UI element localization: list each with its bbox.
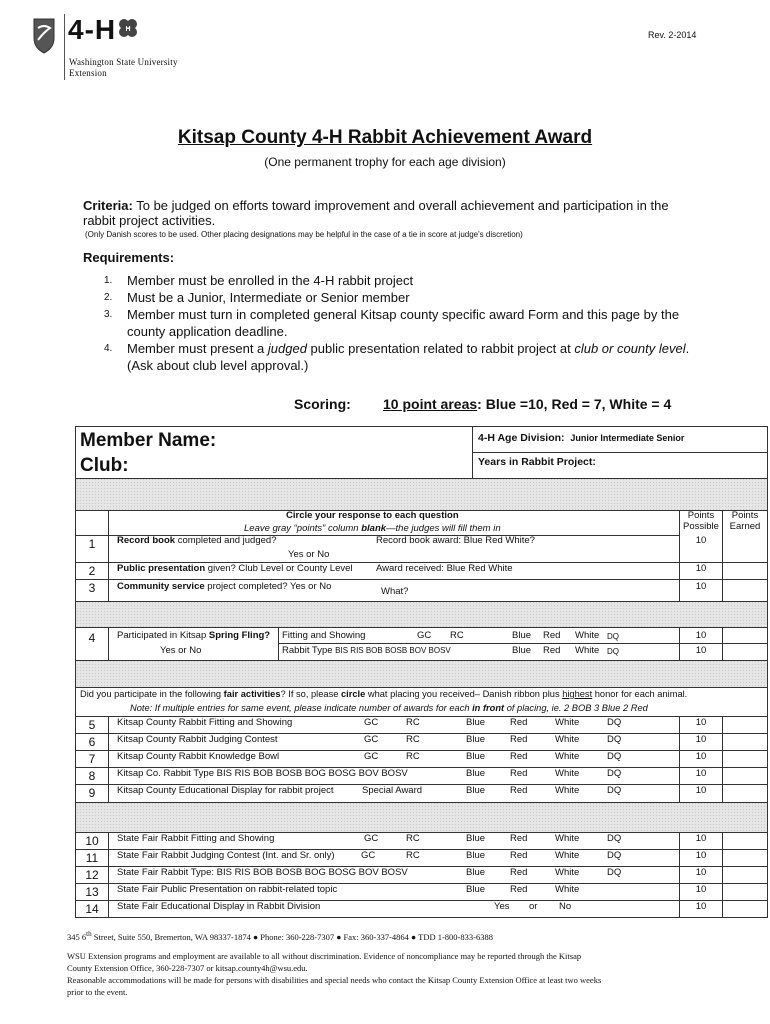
row-number: 13	[85, 885, 99, 899]
years-in-project-label[interactable]: Years in Rabbit Project:	[478, 456, 596, 468]
placing-dq[interactable]: DQ	[607, 751, 622, 762]
placing-blue[interactable]: Blue	[466, 884, 486, 895]
row-number: 2	[88, 564, 96, 578]
requirements-heading: Requirements:	[83, 250, 175, 265]
list-item	[83, 306, 713, 340]
q-text: Participated in Kitsap	[117, 630, 209, 641]
footer-line: prior to the event.	[67, 987, 128, 997]
row-label: Kitsap County Rabbit Judging Contest	[117, 734, 278, 745]
fair-note-b: in front	[472, 703, 505, 713]
row-label[interactable]: Kitsap Co. Rabbit Type BIS RIS BOB BOSB BOG BOSG BOV BOSV	[117, 768, 408, 779]
placing-rc[interactable]: RC	[406, 751, 420, 762]
gray-band	[76, 802, 767, 832]
row-number: 14	[85, 902, 99, 916]
placing-gc[interactable]: GC	[364, 833, 379, 844]
fair-b: fair activities	[223, 689, 281, 699]
placing-dq[interactable]: DQ	[607, 734, 622, 745]
list-item	[83, 272, 713, 289]
award-form-table	[75, 426, 768, 918]
placing-dq[interactable]: DQ	[607, 867, 622, 878]
placing-red[interactable]: Red	[510, 717, 528, 728]
fair-d: circle	[340, 689, 366, 699]
spring-fling-question	[117, 630, 270, 641]
row-number: 8	[88, 769, 96, 783]
points-possible: 10	[695, 581, 707, 592]
placing-blue[interactable]: Blue	[466, 867, 486, 878]
q-bold: Public presentation	[117, 563, 206, 574]
footer-address	[67, 928, 493, 943]
list-text-c: public presentation related to rabbit project at	[306, 341, 575, 356]
row-number: 6	[88, 735, 96, 749]
points-possible: 10	[695, 768, 707, 779]
leave-gray-b: blank	[361, 523, 387, 534]
list-text-a: Member must present a	[127, 341, 268, 356]
member-name-label: Member Name:	[80, 430, 217, 451]
placing-blue[interactable]: Blue	[512, 645, 532, 656]
svg-text:H: H	[125, 26, 131, 33]
placing-red[interactable]: Red	[510, 785, 528, 796]
placing-white[interactable]: White	[555, 768, 580, 779]
placing-rc[interactable]: RC	[406, 850, 420, 861]
points-possible: 10	[695, 867, 707, 878]
q-rest: completed and judged?	[175, 535, 277, 546]
footer-line: WSU Extension programs and employment are available to all without discrimination. Evidence of noncompliance may be reported through the Kitsap	[67, 951, 582, 961]
spring-fling-type	[282, 645, 451, 656]
divider	[108, 627, 109, 660]
list-text: Member must turn in completed general Kitsap county specific award Form and this page by the county application deadline.	[127, 307, 680, 339]
logo-4h-text: 4-H	[68, 14, 117, 45]
age-division-field[interactable]	[478, 432, 684, 444]
list-item	[83, 340, 713, 374]
fair-note-c: of placing, ie. 2 BOB 3 Blue 2 Red	[504, 703, 648, 713]
points-possible: 10	[695, 717, 707, 728]
placing-gc[interactable]: GC	[364, 717, 379, 728]
points-possible: 10	[695, 734, 707, 745]
placing-gc[interactable]: GC	[417, 630, 432, 641]
list-text-level: club or county level	[574, 341, 686, 356]
list-text: Member must be enrolled in the 4-H rabbit project	[127, 273, 414, 288]
circle-response-heading: Circle your response to each question	[286, 510, 459, 521]
list-text: Must be a Junior, Intermediate or Senior member	[127, 290, 410, 305]
placing-rc[interactable]: RC	[406, 717, 420, 728]
q-bold: Spring Fling?	[208, 630, 271, 641]
row-number: 9	[88, 786, 96, 800]
club-label: Club:	[80, 455, 129, 476]
wsu-shield-logo	[33, 18, 55, 54]
list-item	[83, 289, 713, 306]
row-number: 4	[88, 631, 96, 645]
fair-instruction	[80, 689, 687, 699]
placing-gc[interactable]: GC	[361, 850, 376, 861]
points-possible: 10	[695, 884, 707, 895]
list-text-e: . (Ask about club level approval.)	[127, 341, 690, 373]
divider	[472, 452, 767, 453]
placing-red[interactable]: Red	[543, 645, 561, 656]
row-label: Kitsap County Rabbit Fitting and Showing	[117, 717, 293, 728]
divider	[76, 802, 767, 803]
row-number: 7	[88, 752, 96, 766]
page-subtitle: (One permanent trophy for each age division)	[264, 155, 506, 169]
placing-white[interactable]: White	[555, 734, 580, 745]
placing-blue[interactable]: Blue	[466, 768, 486, 779]
gray-band	[76, 601, 767, 627]
logo-divider	[64, 14, 65, 80]
placing-rc[interactable]: RC	[450, 630, 464, 641]
fair-a: Did you participate in the following	[80, 689, 224, 699]
placing-blue[interactable]: Blue	[466, 785, 486, 796]
placing-white[interactable]: White	[555, 751, 580, 762]
divider	[108, 510, 109, 601]
divider	[76, 660, 767, 661]
placing-dq[interactable]: DQ	[607, 785, 622, 796]
addr-b: Street, Suite 550, Bremerton, WA 98337-1874 ● Phone: 360-228-7307 ● Fax: 360-337-4864 ● TDD 1-800-833-6388	[91, 931, 493, 942]
leave-gray-note	[244, 523, 501, 534]
age-division-label: 4-H Age Division:	[478, 432, 565, 444]
clover-icon	[117, 17, 139, 39]
placing-white[interactable]: White	[555, 867, 580, 878]
record-book-yesno[interactable]: Yes or No	[288, 549, 330, 560]
q-bold: Record book	[117, 535, 176, 546]
footer-line: County Extension Office, 360-228-7307 or kitsap.county4h@wsu.edu.	[67, 963, 308, 973]
placing-white[interactable]: White	[575, 645, 600, 656]
logo-org-sub: Extension	[69, 68, 107, 78]
list-number: 1.	[104, 275, 113, 286]
row-label: Kitsap County Educational Display for rabbit project	[117, 785, 334, 796]
answer-or: or	[529, 901, 538, 912]
list-number: 4.	[104, 343, 113, 354]
answer-no[interactable]: No	[559, 901, 572, 912]
points-possible: 10	[695, 751, 707, 762]
criteria-note: (Only Danish scores to be used. Other placing designations may be helpful in the case of a tie in score at judge's discretion)	[85, 230, 523, 239]
row-label: Kitsap County Rabbit Knowledge Bowl	[117, 751, 280, 762]
header-line: Points	[687, 510, 715, 521]
placing-rc[interactable]: RC	[406, 734, 420, 745]
placing-white[interactable]: White	[555, 884, 580, 895]
row-number: 3	[88, 581, 96, 595]
placing-dq[interactable]: DQ	[607, 632, 619, 641]
leave-gray-c: —the judges will fill them in	[386, 523, 501, 534]
placing-dq[interactable]: DQ	[607, 850, 622, 861]
placing-dq[interactable]: DQ	[607, 833, 622, 844]
points-possible: 10	[695, 785, 707, 796]
header-line: Earned	[729, 521, 761, 532]
placing-blue[interactable]: Blue	[512, 630, 532, 641]
divider	[76, 601, 767, 602]
row-number: 10	[85, 834, 99, 848]
placing-blue[interactable]: Blue	[466, 850, 486, 861]
placing-white[interactable]: White	[555, 833, 580, 844]
presentation-question	[117, 563, 353, 574]
addr-a: 345 6	[67, 931, 87, 942]
placing-red[interactable]: Red	[510, 884, 528, 895]
fair-e: what placing you received– Danish ribbon plus	[365, 689, 563, 699]
points-possible: 10	[695, 645, 707, 656]
row-label: State Fair Educational Display in Rabbit Division	[117, 901, 321, 912]
type-label: Rabbit Type	[282, 645, 333, 656]
fair-f: highest	[562, 689, 593, 699]
points-possible-header	[679, 510, 723, 532]
addr-sup: th	[86, 930, 92, 938]
list-number: 2.	[104, 292, 113, 303]
record-book-award[interactable]: Record book award: Blue Red White?	[376, 535, 535, 546]
fair-g: honor for each animal.	[592, 689, 688, 699]
row-number: 5	[88, 718, 96, 732]
divider	[76, 627, 767, 628]
page-title: Kitsap County 4-H Rabbit Achievement Award	[177, 127, 593, 148]
placing-dq[interactable]: DQ	[607, 717, 622, 728]
placing-gc[interactable]: GC	[364, 734, 379, 745]
criteria-text: To be judged on efforts toward improvement and overall achievement and participation in the rabbit project activities.	[83, 198, 669, 228]
placing-red[interactable]: Red	[510, 850, 528, 861]
placing-red[interactable]: Red	[510, 867, 528, 878]
scoring-rest: : Blue =10, Red = 7, White = 4	[477, 396, 672, 412]
community-service-question	[117, 581, 331, 592]
logo-org-text	[69, 57, 178, 79]
q-bold: Community service	[117, 581, 205, 592]
placing-white[interactable]: White	[575, 630, 600, 641]
leave-gray-a: Leave gray “points” column	[244, 523, 362, 534]
fair-c: ? If so, please	[280, 689, 341, 699]
answer-yes[interactable]: Yes	[494, 901, 510, 912]
list-number: 3.	[104, 309, 113, 320]
header-line: Points	[731, 510, 759, 521]
placing-blue[interactable]: Blue	[466, 717, 486, 728]
row-number: 1	[88, 537, 96, 551]
fair-note-a: Note: If multiple entries for same event, please indicate number of awards for each	[130, 703, 473, 713]
placing-red[interactable]: Red	[510, 734, 528, 745]
gray-band	[76, 660, 767, 687]
scoring-areas: 10 point areas	[383, 396, 478, 412]
spring-fling-yesno[interactable]: Yes or No	[160, 645, 202, 656]
placing-red[interactable]: Red	[543, 630, 561, 641]
divider	[108, 716, 109, 802]
presentation-award[interactable]: Award received: Blue Red White	[376, 563, 513, 574]
header-line: Possible	[683, 521, 719, 532]
placing-blue[interactable]: Blue	[466, 833, 486, 844]
placing-red[interactable]: Red	[510, 751, 528, 762]
divider	[76, 687, 767, 688]
placing-white[interactable]: White	[555, 717, 580, 728]
q-rest[interactable]: given? Club Level or County Level	[205, 563, 353, 574]
revision-label: Rev. 2-2014	[648, 30, 697, 40]
requirements-list	[83, 272, 713, 374]
footer-line: Reasonable accommodations will be made for persons with disabilities and special needs who contact the Kitsap County Extension Office at least two weeks	[67, 975, 602, 985]
special-award[interactable]: Special Award	[362, 785, 423, 796]
divider	[278, 643, 767, 644]
placing-gc[interactable]: GC	[364, 751, 379, 762]
placing-white[interactable]: White	[555, 785, 580, 796]
criteria-label: Criteria:	[83, 198, 133, 213]
divider	[76, 579, 767, 580]
footer-notice	[67, 950, 601, 998]
points-possible: 10	[695, 630, 707, 641]
placing-red[interactable]: Red	[510, 833, 528, 844]
placing-dq[interactable]: DQ	[607, 768, 622, 779]
divider	[108, 832, 109, 918]
spring-fling-fitting: Fitting and Showing	[282, 630, 366, 641]
row-number: 11	[85, 851, 99, 865]
row-label: State Fair Rabbit Judging Contest (Int. and Sr. only)	[117, 850, 335, 861]
list-text-judged: judged	[267, 341, 307, 356]
scoring-label: Scoring:	[294, 396, 351, 412]
community-service-what[interactable]: What?	[381, 586, 409, 597]
record-book-question	[117, 535, 276, 546]
points-possible: 10	[695, 901, 707, 912]
points-possible: 10	[695, 850, 707, 861]
points-possible: 10	[695, 535, 707, 546]
row-label[interactable]: State Fair Rabbit Type: BIS RIS BOB BOSB BOG BOSG BOV BOSV	[117, 867, 408, 878]
placing-blue[interactable]: Blue	[466, 751, 486, 762]
logo-org-name: Washington State University	[69, 57, 178, 67]
fair-note	[130, 703, 648, 713]
placing-white[interactable]: White	[555, 850, 580, 861]
age-division-options[interactable]: Junior Intermediate Senior	[570, 433, 685, 443]
placing-rc[interactable]: RC	[406, 833, 420, 844]
points-possible: 10	[695, 833, 707, 844]
criteria-paragraph	[83, 198, 703, 228]
divider	[76, 478, 767, 479]
points-earned-header	[723, 510, 767, 532]
row-number: 12	[85, 868, 99, 882]
row-label: State Fair Rabbit Fitting and Showing	[117, 833, 275, 844]
placing-red[interactable]: Red	[510, 768, 528, 779]
gray-band	[76, 478, 767, 510]
scoring-values	[383, 396, 671, 412]
type-options[interactable]: BIS RIS BOB BOSB BOV BOSV	[335, 646, 451, 655]
row-label: State Fair Public Presentation on rabbit-related topic	[117, 884, 338, 895]
points-possible: 10	[695, 563, 707, 574]
placing-dq[interactable]: DQ	[607, 647, 619, 656]
placing-blue[interactable]: Blue	[466, 734, 486, 745]
q-rest[interactable]: project completed? Yes or No	[204, 581, 332, 592]
